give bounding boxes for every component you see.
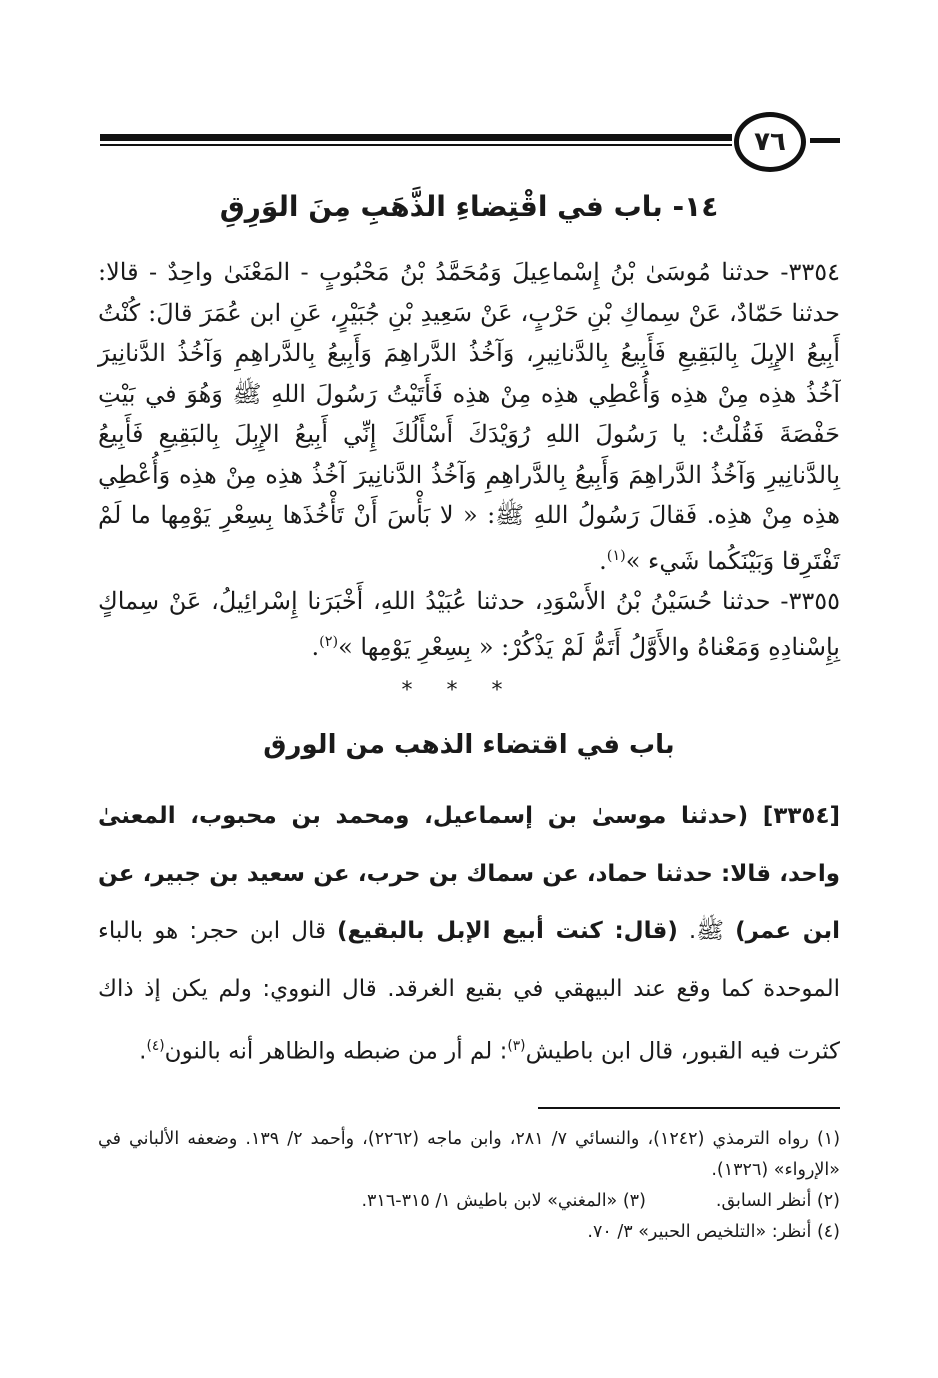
header-rule-thick (100, 134, 732, 141)
header-rule-stub (810, 138, 840, 143)
footnote-4: (٤) أنظر: «التلخيص الحبير» ٣/ ٧٠. (587, 1222, 840, 1242)
hadith-3354-text: ٣٣٥٤- حدثنا مُوسَىٰ بْنُ إِسْماعِيلَ وَمُحَمَّدُ بْنُ مَحْبُوبٍ - المَعْنَىٰ واحِدٌ - قالا: حدثنا حَمّادٌ، عَنْ سِماكِ بْنِ حَرْبٍ، عَنْ سَعِيدِ بْنِ جُبَيْرٍ، عَنِ ابن عُمَرَ قالَ: كُنْتُ أَبِيعُ الإِبِلَ بِالبَقِيعِ فَأَبِيعُ بِالدَّنانِيرِ، وَآخُذُ الدَّراهِمَ وَأَبِيعُ بِالدَّراهِمِ وَآخُذُ الدَّنانِيرَ آخُذُ هذِه مِنْ هذِه وَأُعْطِي هذِه مِنْ هذِه فَأَتَيْتُ رَسُولَ اللهِ ﷺ وَهُوَ في بَيْتِ حَفْصَةَ فَقُلْتُ: يا رَسُولَ اللهِ رُوَيْدَكَ أَسْأَلُكَ إِنِّي أَبِيعُ الإِبِلَ بِالبَقِيعِ فَأَبِيعُ بِالدَّنانِيرِ وَآخُذُ الدَّراهِمَ وَأَبِيعُ بِالدَّراهِمِ وَآخُذُ الدَّنانِيرَ آخُذُ هذِه مِنْ هذِه وَأُعْطِي هذِه مِنْ هذِه. فَقالَ رَسُولُ اللهِ ﷺ: « لا بَأْسَ أَنْ تَأْخُذَها بِسِعْرِ يَوْمِها ما لَمْ تَفْتَرِقا وَبَيْنَكُما شَيء » (98, 258, 840, 575)
page-header (100, 112, 840, 172)
hadith-3355-end: . (311, 632, 320, 661)
section-separator: *** (401, 678, 537, 703)
commentary-text-1: ﷺ. (677, 918, 736, 944)
hadith-3354-end: . (599, 546, 607, 575)
footnote-1: (١) رواه الترمذي (١٢٤٢)، والنسائي ٧/ ٢٨١، وابن ماجه (٢٢٦٢)، وأحمد ٢/ ١٣٩. وضعفه الألباني في «الإرواء» (١٣٢٦). (98, 1129, 841, 1180)
footnote-ref-2: (٢) (319, 633, 339, 650)
footnote-3: (٣) «المغني» لابن باطيش ١/ ٣١٥-٣١٦. (361, 1191, 646, 1211)
commentary-quote-2: (قال: كنت أبيع الإبل بالبقيع) (337, 918, 678, 944)
header-rule-thin (100, 144, 732, 146)
footnote-row-2-3 (98, 1186, 840, 1217)
hadith-3354 (98, 252, 840, 581)
footnotes (98, 1124, 840, 1248)
commentary-text (98, 788, 840, 1081)
commentary-quote-1: [٣٣٥٤] (حدثنا موسىٰ بن إسماعيل، ومحمد بن محبوب، المعنىٰ واحد، قالا: حدثنا حماد، عن سماك بن حرب، عن سعيد بن جبير، عن ابن عمر) (98, 803, 841, 944)
footnote-2: (٢) أنظر السابق. (715, 1191, 840, 1211)
hadith-3355 (98, 581, 840, 667)
chapter-heading: ١٤- باب في اقْتِضاءِ الذَّهَبِ مِنَ الوَرِقِ (219, 190, 719, 223)
footnote-ref-1: (١) (606, 547, 626, 564)
commentary-text-2: قال ابن حجر: هو بالباء الموحدة كما وقع عند البيهقي في بقيع الغرقد. قال النووي: ولم يكن إذ ذاك كثرت فيه القبور، قال ابن باطيش (98, 918, 840, 1065)
hadith-text (98, 252, 840, 667)
page-number: ٧٦ (734, 112, 806, 172)
commentary-text-4: . (139, 1038, 147, 1065)
hadith-3355-text: ٣٣٥٥- حدثنا حُسَيْنُ بْنُ الأَسْوَدِ، حدثنا عُبَيْدُ اللهِ، أَخْبَرَنا إِسْرائِيلُ، عَنْ سِماكٍ بِإِسْنادِهِ وَمَعْناهُ والأَوَّلُ أَتَمُّ لَمْ يَذْكُرْ: « بِسِعْرِ يَوْمِها » (98, 587, 840, 661)
commentary-heading: باب في اقتضاء الذهب من الورق (263, 730, 675, 760)
commentary-text-3: : لم أر من ضبطه والظاهر أنه بالنون (164, 1038, 508, 1065)
footnote-divider (538, 1107, 840, 1109)
footnote-ref-4: (٤) (146, 1038, 165, 1054)
footnote-ref-3: (٣) (507, 1038, 526, 1054)
